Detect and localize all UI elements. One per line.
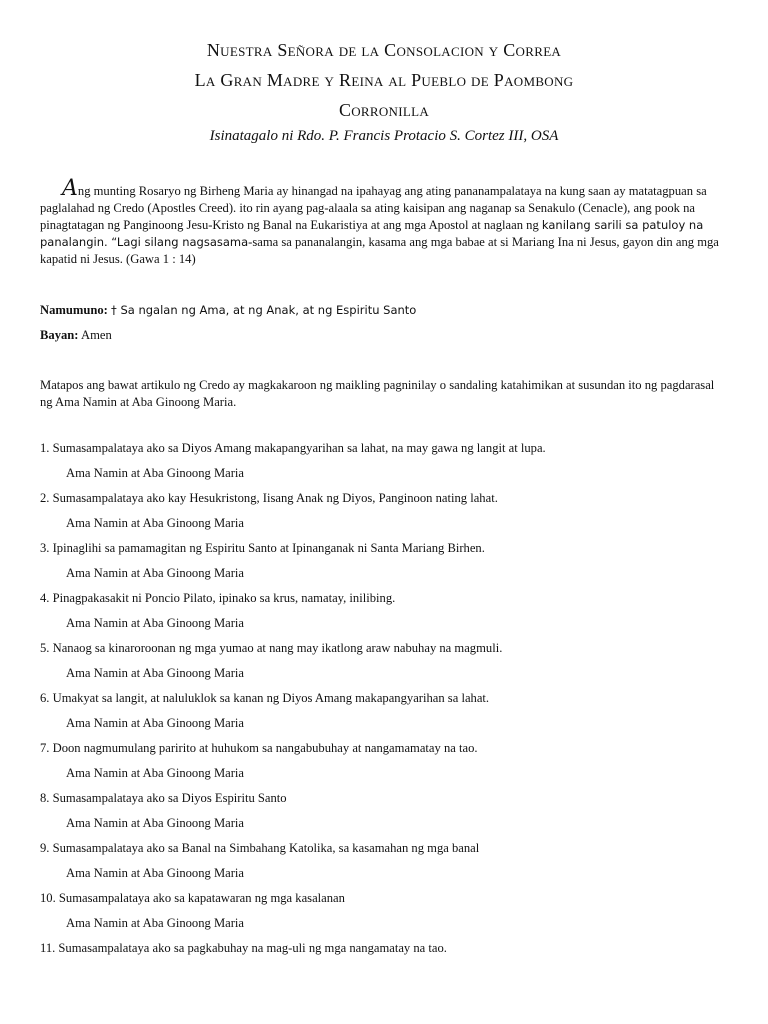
prayer-response: Ama Namin at Aba Ginoong Maria xyxy=(66,566,245,580)
people-text: Amen xyxy=(80,328,112,342)
prayer-response: Ama Namin at Aba Ginoong Maria xyxy=(66,766,245,780)
creed-article: 4. Pinagpakasakit ni Poncio Pilato, ipinako sa krus, namatay, inilibing. xyxy=(40,591,396,605)
intro-text-a: ng munting Rosaryo ng Birheng Maria ay hinangad na ipahayag ang ating pananampalataya na kung saan ay matatagpuan sa paglalahad ng Credo (Apostles Creed). ito rin ayang pag-alaala sa ating kaisipan ang naganap sa Senakulo (Cenacle), ang pook na pinagtatagan ng Panginoong Jesu-Kristo ng Banal na Eukaristiya at ang mga Apostol at naglaan ng xyxy=(40,184,707,232)
instruction-paragraph: Matapos ang bawat artikulo ng Credo ay magkakaroon ng maikling pagninilay o sandaling katahimikan at susundan ito ng pagdarasal ng Ama Namin at Aba Ginoong Maria. xyxy=(40,378,715,409)
leader-text: † Sa ngalan ng Ama, at ng Anak, at ng Espiritu Santo xyxy=(111,303,417,317)
people-line xyxy=(40,328,112,343)
title-line-2: La Gran Madre y Reina al Pueblo de Paombong xyxy=(194,70,574,90)
leader-line xyxy=(40,303,416,318)
creed-article: 9. Sumasampalataya ako sa Banal na Simbahang Katolika, sa kasamahan ng mga banal xyxy=(40,841,480,855)
creed-article: 3. Ipinaglihi sa pamamagitan ng Espiritu Santo at Ipinanganak ni Santa Mariang Birhen. xyxy=(40,541,485,555)
creed-article: 6. Umakyat sa langit, at naluluklok sa kanan ng Diyos Amang makapangyarihan sa lahat. xyxy=(40,691,490,705)
prayer-response: Ama Namin at Aba Ginoong Maria xyxy=(66,716,245,730)
intro-text-b: kanilang sarili sa patuloy na panalangin. “Lagi silang nagsasama xyxy=(40,218,704,249)
intro-text-c: -sama sa pananalangin, kasama ang mga babae at si Mariang Ina ni Jesus, gayon din ang mga kapatid ni Jesus. (Gawa 1 : 14) xyxy=(40,235,719,266)
creed-article: 11. Sumasampalataya ako sa pagkabuhay na mag-uli ng mga nangamatay na tao. xyxy=(40,941,447,955)
drop-cap: A xyxy=(62,176,78,201)
creed-article: 10. Sumasampalataya ako sa kapatawaran ng mga kasalanan xyxy=(40,891,345,905)
prayer-response: Ama Namin at Aba Ginoong Maria xyxy=(66,616,245,630)
creed-article: 7. Doon nagmumulang paririto at huhukom sa nangabubuhay at nangamamatay na tao. xyxy=(40,741,478,755)
leader-label: Namumuno: xyxy=(40,303,108,317)
prayer-response: Ama Namin at Aba Ginoong Maria xyxy=(66,666,245,680)
creed-article: 8. Sumasampalataya ako sa Diyos Espiritu Santo xyxy=(40,791,287,805)
prayer-response: Ama Namin at Aba Ginoong Maria xyxy=(66,516,245,530)
creed-article: 2. Sumasampalataya ako kay Hesukristong, Iisang Anak ng Diyos, Panginoon nating lahat. xyxy=(40,491,498,505)
people-label: Bayan: xyxy=(40,328,79,342)
author-credit: Isinatagalo ni Rdo. P. Francis Protacio S. Cortez III, OSA xyxy=(209,128,559,144)
prayer-response: Ama Namin at Aba Ginoong Maria xyxy=(66,466,245,480)
prayer-response: Ama Namin at Aba Ginoong Maria xyxy=(66,916,245,930)
title-line-3: Corronilla xyxy=(338,100,430,120)
title-line-1: Nuestra Señora de la Consolacion y Correa xyxy=(206,40,562,60)
prayer-response: Ama Namin at Aba Ginoong Maria xyxy=(66,866,245,880)
intro-paragraph xyxy=(40,176,730,268)
prayer-response: Ama Namin at Aba Ginoong Maria xyxy=(66,816,245,830)
creed-article: 5. Nanaog sa kinaroroonan ng mga yumao at nang may ikatlong araw nabuhay na magmuli. xyxy=(40,641,503,655)
creed-article: 1. Sumasampalataya ako sa Diyos Amang makapangyarihan sa lahat, na may gawa ng langit at lupa. xyxy=(40,441,546,455)
